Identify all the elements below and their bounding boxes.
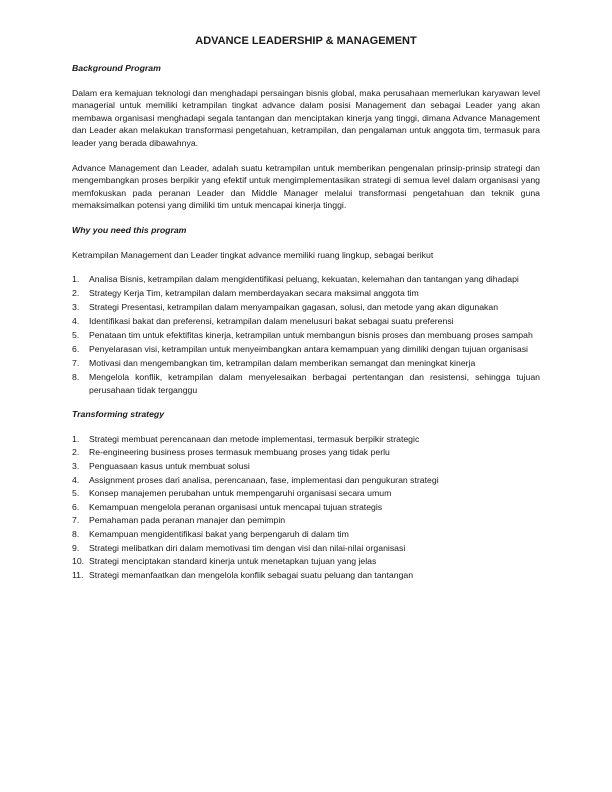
list-item: [72, 555, 540, 568]
list-item: [72, 542, 540, 555]
why-list: [72, 273, 540, 396]
background-paragraph-1: Dalam era kemajuan teknologi dan menghadapi persaingan bisnis global, maka perusahaan memerlukan karyawan level managerial untuk memiliki ketrampilan tingkat advance dalam posisi Management dan sebagai Leader yang akan membawa organisasi menghadapi segala tantangan dan menciptakan kinerja yang tinggi, dimana Advance Management dan Leader akan melakukan transformasi pengetahuan, ketrampilan, dan pengalaman untuk anggota tim, termasuk para leader yang berada dibawahnya.: [72, 87, 540, 148]
list-item: [72, 371, 540, 396]
list-item-text: Identifikasi bakat dan preferensi, ketrampilan dalam menelusuri bakat sebagai suatu preferensi: [89, 316, 454, 327]
list-item: [72, 433, 540, 446]
list-item: [72, 357, 540, 370]
list-item-number: 4.: [72, 474, 80, 485]
list-item: [72, 514, 540, 527]
list-item: [72, 487, 540, 500]
list-item: [72, 528, 540, 541]
list-item-number: 3.: [72, 302, 80, 313]
list-item: [72, 343, 540, 356]
list-item-number: 7.: [72, 358, 80, 369]
document-page: [72, 34, 540, 593]
list-item: [72, 287, 540, 300]
strategy-heading: Transforming strategy: [72, 409, 165, 420]
list-item: [72, 569, 540, 582]
list-item-text: Penataan tim untuk efektifitas kinerja, ketrampilan untuk membangun bisnis proses dan membuang proses sampah: [89, 330, 533, 341]
list-item-text: Strategi menciptakan standard kinerja untuk menetapkan tujuan yang jelas: [89, 556, 377, 567]
list-item-text: Strategy Kerja Tim, ketrampilan dalam memberdayakan secara maksimal anggota tim: [89, 288, 419, 299]
list-item-text: Mengelola konflik, ketrampilan dalam menyelesaikan berbagai pertentangan dan resistensi, sehingga tujuan perusahaan tidak terganggu: [89, 372, 540, 395]
why-intro: Ketrampilan Management dan Leader tingkat advance memiliki ruang lingkup, sebagai berikut: [72, 249, 434, 260]
list-item-number: 5.: [72, 330, 80, 341]
list-item: [72, 301, 540, 314]
list-item-number: 5.: [72, 488, 80, 499]
background-heading: Background Program: [72, 63, 161, 73]
list-item-text: Re-engineering business proses termasuk membuang proses yang tidak perlu: [89, 447, 390, 458]
list-item-number: 9.: [72, 542, 80, 553]
list-item-text: Strategi memanfaatkan dan mengelola konflik sebagai suatu peluang dan tantangan: [89, 569, 414, 580]
list-item-text: Assignment proses dari analisa, perencanaan, fase, implementasi dan pengukuran strategi: [89, 474, 439, 485]
list-item-text: Strategi Presentasi, ketrampilan dalam menyampaikan gagasan, solusi, dan metode yang akan digunakan: [89, 302, 499, 313]
list-item: [72, 474, 540, 487]
list-item-text: Penyelarasan visi, ketrampilan untuk menyeimbangkan antara kemampuan yang dimiliki dengan tujuan organisasi: [89, 344, 528, 355]
list-item-text: Pemahaman pada peranan manajer dan pemimpin: [89, 515, 286, 526]
list-item-number: 1.: [72, 433, 80, 444]
list-item: [72, 315, 540, 328]
list-item: [72, 329, 540, 342]
strategy-list: [72, 433, 540, 582]
list-item-number: 3.: [72, 460, 80, 471]
list-item-text: Strategi melibatkan diri dalam memotivasi tim dengan visi dan nilai-nilai organisasi: [89, 542, 406, 553]
background-paragraph-2: Advance Management dan Leader, adalah suatu ketrampilan untuk memberikan pengenalan prinsip-prinsip strategi dan mengembangkan proses berpikir yang efektif untuk mengimplementasikan strategi di semua level dalam organisasi yang memfokuskan pada peranan Leader dan Middle Manager melalui transformasi pengetahuan dan teknik guna memaksimalkan potensi yang dimiliki tim untuk mencapai kinerja tinggi.: [72, 162, 540, 211]
list-item: [72, 501, 540, 514]
list-item-text: Motivasi dan mengembangkan tim, ketrampilan dalam memberikan semangat dan meningkat kinerja: [89, 358, 476, 369]
list-item-number: 8.: [72, 372, 80, 383]
document-title: ADVANCE LEADERSHIP & MANAGEMENT: [195, 35, 417, 47]
list-item-text: Analisa Bisnis, ketrampilan dalam mengidentifikasi peluang, kekuatan, kelemahan dan tantangan yang dihadapi: [89, 274, 519, 285]
list-item-number: 8.: [72, 528, 80, 539]
list-item-number: 6.: [72, 501, 80, 512]
list-item-number: 4.: [72, 316, 80, 327]
list-item-number: 7.: [72, 515, 80, 526]
list-item-text: Kemampuan mengelola peranan organisasi untuk mencapai tujuan strategis: [89, 501, 383, 512]
list-item-text: Penguasaan kasus untuk membuat solusi: [89, 460, 250, 471]
list-item-number: 11.: [72, 569, 84, 580]
why-heading: Why you need this program: [72, 224, 187, 235]
list-item: [72, 460, 540, 473]
list-item-number: 2.: [72, 288, 80, 299]
list-item-number: 10.: [72, 556, 85, 567]
list-item-number: 2.: [72, 447, 80, 458]
list-item: [72, 273, 540, 286]
list-item-text: Konsep manajemen perubahan untuk mempengaruhi organisasi secara umum: [89, 488, 392, 499]
list-item-text: Strategi membuat perencanaan dan metode implementasi, termasuk berpikir strategic: [89, 433, 420, 444]
list-item-number: 6.: [72, 344, 80, 355]
list-item: [72, 446, 540, 459]
list-item-number: 1.: [72, 274, 80, 285]
list-item-text: Kemampuan mengidentifikasi bakat yang berpengaruh di dalam tim: [89, 528, 349, 539]
